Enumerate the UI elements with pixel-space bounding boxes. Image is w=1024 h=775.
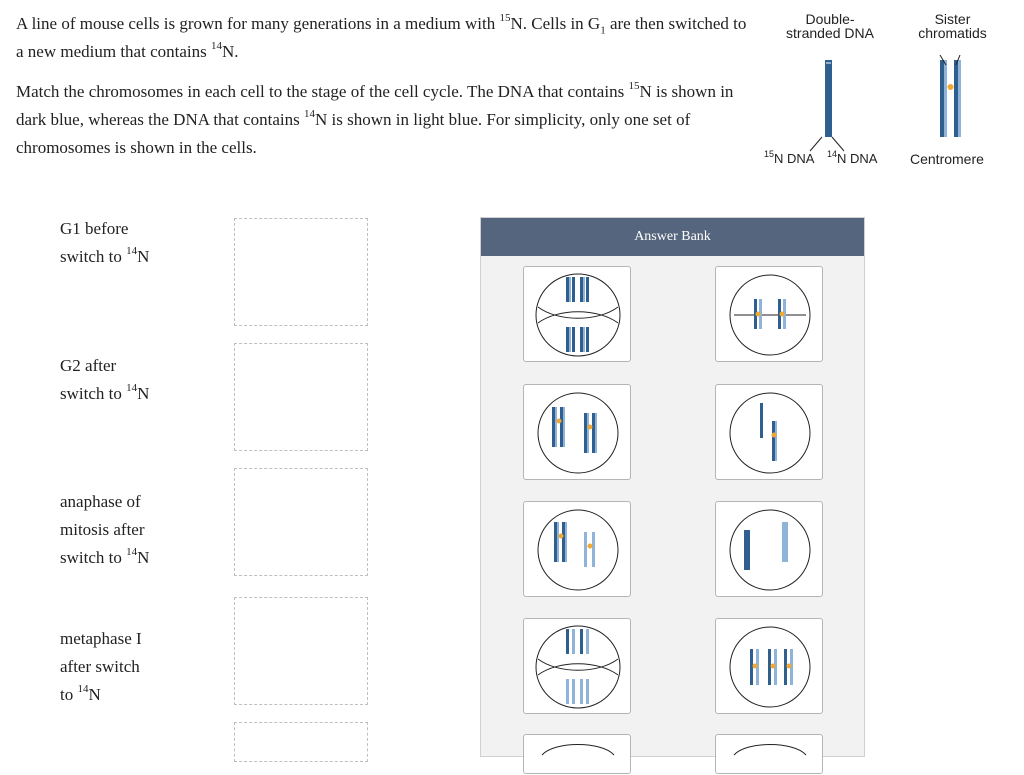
answer-card-anaphase-2[interactable] [523,618,631,714]
answer-card-g1-2[interactable] [715,501,823,597]
target-label-g1-before: G1 before switch to $^{14}$N [60,219,150,266]
legend-14n-label: $^{14}$N DNA [827,148,878,166]
target-label-metaphase-i: metaphase I after switch to $^{14}$N [60,629,142,704]
legend-15n-label: $^{15}$N DNA [764,148,815,166]
answer-card-partial-right[interactable] [715,734,823,774]
question-paragraph-2: Match the chromosomes in each cell to the stage of the cell cycle. The DNA that contains $^{15}$N is shown in dark blue, whereas the DNA that contains $^{14}$N is shown in light blue. For simplicity, only one set of chromosomes is shown in the cells. [16,80,734,157]
answer-card-anaphase-1[interactable] [523,266,631,362]
drop-zone-metaphase-i[interactable] [234,597,368,705]
legend-diagram [760,55,1020,155]
question-paragraph-1: A line of mouse cells is grown for many generations in a medium with $^{15}$N. Cells in $G_1$ are then switched to a new medium that contains $^{14}$N. [16,12,747,61]
answer-card-partial-left[interactable] [523,734,631,774]
sister-chromatids-icon [940,60,961,137]
drop-zone-anaphase[interactable] [234,468,368,576]
answer-card-g2-1[interactable] [523,384,631,480]
target-label-anaphase: anaphase of mitosis after switch to $^{14}$N [60,492,150,567]
answer-card-metaphase-1[interactable] [715,266,823,362]
answer-card-g2-2[interactable] [523,501,631,597]
drop-zone-g2-after[interactable] [234,343,368,451]
answer-card-metaphase-2[interactable] [715,618,823,714]
legend-centromere-label: Centromere [910,151,984,167]
legend-double-stranded-label: Double- stranded DNA [786,11,874,41]
target-label-g2-after: G2 after switch to $^{14}$N [60,356,150,403]
drop-zone-g1-before[interactable] [234,218,368,326]
answer-bank [480,217,865,757]
drop-zone-extra[interactable] [234,722,368,762]
double-stranded-dna-icon [825,60,832,137]
answer-bank-header: Answer Bank [481,218,864,256]
answer-card-g1-1[interactable] [715,384,823,480]
legend-sister-chromatids-label: Sister chromatids [918,11,987,41]
